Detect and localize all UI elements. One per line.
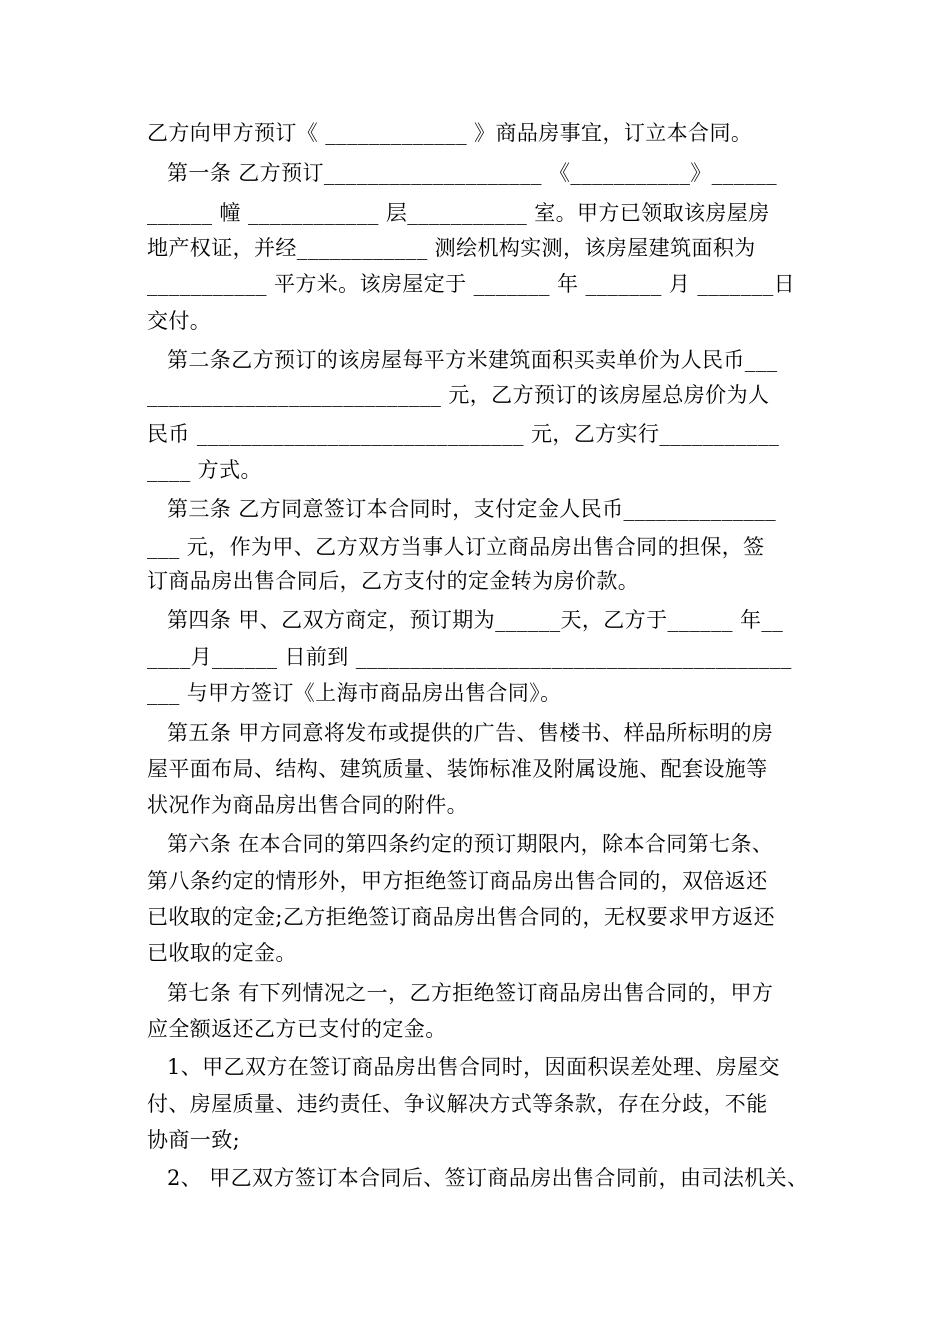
text-line: 第八条约定的情形外，甲方拒绝签订商品房出售合同的，双倍返还 xyxy=(147,869,768,893)
text-line: ___________ 平方米。该房屋定于 _______ 年 _______ 月 _______日 xyxy=(147,272,796,296)
text-line: 付、房屋质量、违约责任、争议解决方式等条款，存在分歧，不能 xyxy=(147,1092,768,1116)
text-line: 民币 ______________________________ 元，乙方实行___________ xyxy=(147,422,780,446)
text-line: 第二条乙方预订的该房屋每平方米建筑面积买卖单价为人民币___ xyxy=(167,348,778,372)
text-line: 第一条 乙方预订____________________ 《___________》______ xyxy=(167,161,778,185)
text-line: 第三条 乙方同意签订本合同时，支付定金人民币______________ xyxy=(167,497,777,521)
text-line: 第五条 甲方同意将发布或提供的广告、售楼书、样品所标明的房 xyxy=(167,721,774,745)
text-line: 协商一致; xyxy=(147,1128,241,1152)
text-line: 地产权证，并经____________ 测绘机构实测，该房屋建筑面积为 xyxy=(147,236,756,260)
text-line: ____ 方式。 xyxy=(147,458,262,482)
text-line: 乙方向甲方预订《 _____________ 》商品房事宜，订立本合同。 xyxy=(147,121,753,145)
text-line: 交付。 xyxy=(147,309,212,333)
text-line: 应全额返还乙方已支付的定金。 xyxy=(147,1017,447,1041)
text-line: 屋平面布局、结构、建筑质量、装饰标准及附属设施、配套设施等 xyxy=(147,757,768,781)
text-line: 已收取的定金;乙方拒绝签订商品房出售合同的，无权要求甲方返还 xyxy=(147,905,776,929)
text-line: ______ 幢 ____________ 层___________ 室。甲方已领取该房屋房 xyxy=(147,201,770,225)
text-line: ___ 元，作为甲、乙方双方当事人订立商品房出售合同的担保，签 xyxy=(147,535,765,559)
text-line: 第七条 有下列情况之一，乙方拒绝签订商品房出售合同的，甲方 xyxy=(167,981,774,1005)
text-line: ____月______ 日前到 ________________________________________ xyxy=(147,645,792,669)
text-line: 2、 甲乙双方签订本合同后、签订商品房出售合同前，由司法机关、 xyxy=(167,1166,809,1190)
text-line: 已收取的定金。 xyxy=(147,941,297,965)
text-line: 第四条 甲、乙双方商定，预订期为______天，乙方于______ 年__ xyxy=(167,608,784,632)
text-line: ___ 与甲方签订《上海市商品房出售合同》。 xyxy=(147,681,562,705)
text-line: ___________________________ 元，乙方预订的该房屋总房价为人 xyxy=(147,383,770,407)
text-line: 状况作为商品房出售合同的附件。 xyxy=(147,793,468,817)
text-line: 第六条 在本合同的第四条约定的预订期限内，除本合同第七条、 xyxy=(167,832,774,856)
text-line: 订商品房出售合同后，乙方支付的定金转为房价款。 xyxy=(147,569,640,593)
text-line: 1、甲乙双方在签订商品房出售合同时，因面积误差处理、房屋交 xyxy=(167,1055,780,1079)
